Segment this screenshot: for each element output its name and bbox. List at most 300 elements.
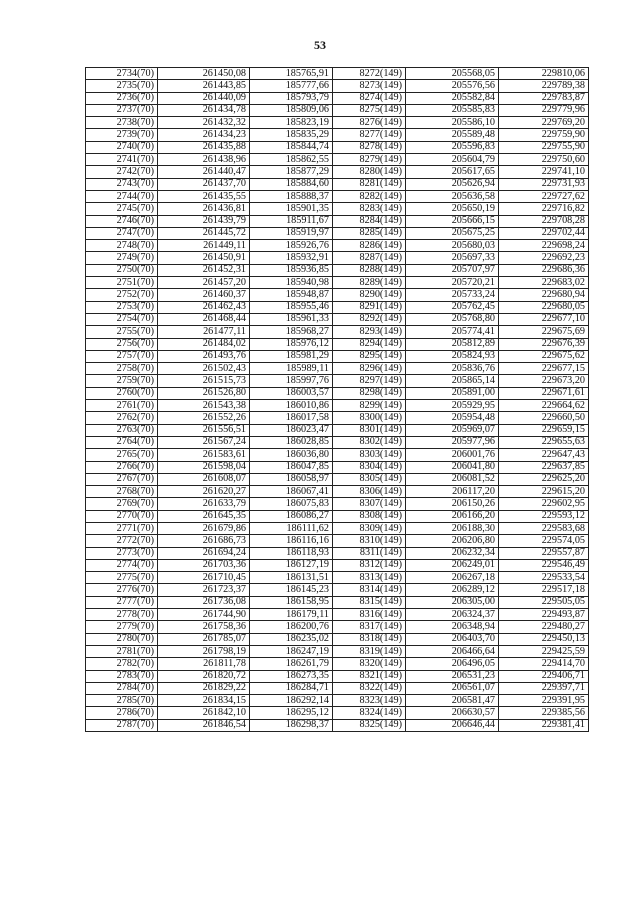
y-coordinate-cell: 229659,15 [499, 424, 589, 436]
y-coordinate-cell: 229397,71 [499, 682, 589, 694]
x-coordinate-cell: 205720,21 [406, 277, 499, 289]
y-coordinate-cell: 229406,71 [499, 670, 589, 682]
y-coordinate-cell: 186028,85 [250, 436, 333, 448]
table-row [86, 522, 589, 534]
y-coordinate-cell: 186118,93 [250, 547, 333, 559]
x-coordinate-cell: 206249,01 [406, 559, 499, 571]
y-coordinate-cell: 185919,97 [250, 227, 333, 239]
x-coordinate-cell: 261436,81 [158, 203, 250, 215]
x-coordinate-cell: 261846,54 [158, 719, 250, 731]
y-coordinate-cell: 229615,20 [499, 486, 589, 498]
table-row [86, 154, 589, 166]
y-coordinate-cell: 229583,68 [499, 522, 589, 534]
point-id-cell: 8316(149) [333, 609, 406, 621]
point-id-cell: 8306(149) [333, 486, 406, 498]
y-coordinate-cell: 186292,14 [250, 695, 333, 707]
x-coordinate-cell: 261798,19 [158, 645, 250, 657]
x-coordinate-cell: 261449,11 [158, 240, 250, 252]
point-id-cell: 2768(70) [86, 486, 158, 498]
table-row [86, 424, 589, 436]
point-id-cell: 2783(70) [86, 670, 158, 682]
point-id-cell: 8320(149) [333, 658, 406, 670]
x-coordinate-cell: 261820,72 [158, 670, 250, 682]
point-id-cell: 2762(70) [86, 412, 158, 424]
point-id-cell: 8319(149) [333, 645, 406, 657]
table-row [86, 215, 589, 227]
x-coordinate-cell: 206289,12 [406, 584, 499, 596]
y-coordinate-cell: 186200,76 [250, 621, 333, 633]
y-coordinate-cell: 229602,95 [499, 498, 589, 510]
x-coordinate-cell: 205617,65 [406, 166, 499, 178]
y-coordinate-cell: 186010,86 [250, 400, 333, 412]
x-coordinate-cell: 261645,35 [158, 510, 250, 522]
y-coordinate-cell: 185948,87 [250, 289, 333, 301]
y-coordinate-cell: 186075,83 [250, 498, 333, 510]
table-row [86, 412, 589, 424]
x-coordinate-cell: 261842,10 [158, 707, 250, 719]
point-id-cell: 2759(70) [86, 375, 158, 387]
point-id-cell: 8291(149) [333, 301, 406, 313]
y-coordinate-cell: 185777,66 [250, 80, 333, 92]
y-coordinate-cell: 186047,85 [250, 461, 333, 473]
y-coordinate-cell: 186247,19 [250, 645, 333, 657]
point-id-cell: 2745(70) [86, 203, 158, 215]
y-coordinate-cell: 185884,60 [250, 178, 333, 190]
y-coordinate-cell: 186116,16 [250, 535, 333, 547]
table-row [86, 535, 589, 547]
point-id-cell: 8275(149) [333, 104, 406, 116]
table-row [86, 633, 589, 645]
y-coordinate-cell: 229664,62 [499, 400, 589, 412]
x-coordinate-cell: 261439,79 [158, 215, 250, 227]
table-row [86, 621, 589, 633]
x-coordinate-cell: 206041,80 [406, 461, 499, 473]
x-coordinate-cell: 261703,36 [158, 559, 250, 571]
x-coordinate-cell: 261440,09 [158, 92, 250, 104]
y-coordinate-cell: 229708,28 [499, 215, 589, 227]
point-id-cell: 2778(70) [86, 609, 158, 621]
table-row [86, 203, 589, 215]
x-coordinate-cell: 205954,48 [406, 412, 499, 424]
x-coordinate-cell: 261468,44 [158, 313, 250, 325]
point-id-cell: 8310(149) [333, 535, 406, 547]
x-coordinate-cell: 261552,26 [158, 412, 250, 424]
x-coordinate-cell: 261434,23 [158, 129, 250, 141]
y-coordinate-cell: 185911,67 [250, 215, 333, 227]
coordinates-table [85, 67, 589, 732]
x-coordinate-cell: 206581,47 [406, 695, 499, 707]
y-coordinate-cell: 229574,05 [499, 535, 589, 547]
y-coordinate-cell: 185936,85 [250, 264, 333, 276]
point-id-cell: 2755(70) [86, 326, 158, 338]
y-coordinate-cell: 186017,58 [250, 412, 333, 424]
x-coordinate-cell: 261583,61 [158, 449, 250, 461]
point-id-cell: 2765(70) [86, 449, 158, 461]
table-row [86, 510, 589, 522]
y-coordinate-cell: 229450,13 [499, 633, 589, 645]
point-id-cell: 2787(70) [86, 719, 158, 731]
y-coordinate-cell: 186298,37 [250, 719, 333, 731]
x-coordinate-cell: 261633,79 [158, 498, 250, 510]
point-id-cell: 2776(70) [86, 584, 158, 596]
point-id-cell: 2786(70) [86, 707, 158, 719]
x-coordinate-cell: 261438,96 [158, 154, 250, 166]
x-coordinate-cell: 205636,58 [406, 190, 499, 202]
point-id-cell: 2766(70) [86, 461, 158, 473]
point-id-cell: 2773(70) [86, 547, 158, 559]
point-id-cell: 2735(70) [86, 80, 158, 92]
x-coordinate-cell: 205585,83 [406, 104, 499, 116]
point-id-cell: 2757(70) [86, 350, 158, 362]
x-coordinate-cell: 206081,52 [406, 473, 499, 485]
point-id-cell: 8277(149) [333, 129, 406, 141]
point-id-cell: 2749(70) [86, 252, 158, 264]
table-row [86, 584, 589, 596]
y-coordinate-cell: 186295,12 [250, 707, 333, 719]
point-id-cell: 8279(149) [333, 154, 406, 166]
point-id-cell: 8304(149) [333, 461, 406, 473]
x-coordinate-cell: 206324,37 [406, 609, 499, 621]
x-coordinate-cell: 261443,85 [158, 80, 250, 92]
y-coordinate-cell: 186145,23 [250, 584, 333, 596]
y-coordinate-cell: 186036,80 [250, 449, 333, 461]
point-id-cell: 8311(149) [333, 547, 406, 559]
y-coordinate-cell: 229660,50 [499, 412, 589, 424]
point-id-cell: 2767(70) [86, 473, 158, 485]
y-coordinate-cell: 229676,39 [499, 338, 589, 350]
x-coordinate-cell: 205977,96 [406, 436, 499, 448]
x-coordinate-cell: 261462,43 [158, 301, 250, 313]
point-id-cell: 8294(149) [333, 338, 406, 350]
point-id-cell: 2764(70) [86, 436, 158, 448]
y-coordinate-cell: 229779,96 [499, 104, 589, 116]
x-coordinate-cell: 205596,83 [406, 141, 499, 153]
x-coordinate-cell: 205576,56 [406, 80, 499, 92]
point-id-cell: 2756(70) [86, 338, 158, 350]
point-id-cell: 2746(70) [86, 215, 158, 227]
table-row [86, 313, 589, 325]
point-id-cell: 8296(149) [333, 363, 406, 375]
x-coordinate-cell: 206206,80 [406, 535, 499, 547]
y-coordinate-cell: 186023,47 [250, 424, 333, 436]
x-coordinate-cell: 261785,07 [158, 633, 250, 645]
table-row [86, 289, 589, 301]
x-coordinate-cell: 205812,89 [406, 338, 499, 350]
x-coordinate-cell: 206166,20 [406, 510, 499, 522]
x-coordinate-cell: 205762,45 [406, 301, 499, 313]
point-id-cell: 8297(149) [333, 375, 406, 387]
coordinates-table-body [86, 68, 589, 732]
point-id-cell: 2779(70) [86, 621, 158, 633]
y-coordinate-cell: 229692,23 [499, 252, 589, 264]
table-row [86, 658, 589, 670]
table-row [86, 104, 589, 116]
x-coordinate-cell: 261460,37 [158, 289, 250, 301]
y-coordinate-cell: 186111,62 [250, 522, 333, 534]
y-coordinate-cell: 185888,37 [250, 190, 333, 202]
y-coordinate-cell: 229789,38 [499, 80, 589, 92]
y-coordinate-cell: 229686,36 [499, 264, 589, 276]
point-id-cell: 8324(149) [333, 707, 406, 719]
y-coordinate-cell: 185989,11 [250, 363, 333, 375]
table-row [86, 92, 589, 104]
x-coordinate-cell: 206496,05 [406, 658, 499, 670]
point-id-cell: 8301(149) [333, 424, 406, 436]
x-coordinate-cell: 205697,33 [406, 252, 499, 264]
table-row [86, 461, 589, 473]
point-id-cell: 2770(70) [86, 510, 158, 522]
x-coordinate-cell: 206117,20 [406, 486, 499, 498]
y-coordinate-cell: 229391,95 [499, 695, 589, 707]
point-id-cell: 8323(149) [333, 695, 406, 707]
point-id-cell: 8298(149) [333, 387, 406, 399]
y-coordinate-cell: 229671,61 [499, 387, 589, 399]
x-coordinate-cell: 205604,79 [406, 154, 499, 166]
point-id-cell: 2740(70) [86, 141, 158, 153]
y-coordinate-cell: 186067,41 [250, 486, 333, 498]
y-coordinate-cell: 186284,71 [250, 682, 333, 694]
y-coordinate-cell: 229675,69 [499, 326, 589, 338]
x-coordinate-cell: 206466,64 [406, 645, 499, 657]
point-id-cell: 2782(70) [86, 658, 158, 670]
y-coordinate-cell: 229683,02 [499, 277, 589, 289]
table-row [86, 252, 589, 264]
point-id-cell: 2742(70) [86, 166, 158, 178]
y-coordinate-cell: 186273,35 [250, 670, 333, 682]
point-id-cell: 8281(149) [333, 178, 406, 190]
y-coordinate-cell: 185835,29 [250, 129, 333, 141]
y-coordinate-cell: 229505,05 [499, 596, 589, 608]
table-row [86, 387, 589, 399]
point-id-cell: 2754(70) [86, 313, 158, 325]
point-id-cell: 8286(149) [333, 240, 406, 252]
point-id-cell: 8280(149) [333, 166, 406, 178]
point-id-cell: 8305(149) [333, 473, 406, 485]
point-id-cell: 2750(70) [86, 264, 158, 276]
y-coordinate-cell: 185976,12 [250, 338, 333, 350]
y-coordinate-cell: 185877,29 [250, 166, 333, 178]
point-id-cell: 8314(149) [333, 584, 406, 596]
y-coordinate-cell: 229493,87 [499, 609, 589, 621]
y-coordinate-cell: 186127,19 [250, 559, 333, 571]
table-row [86, 141, 589, 153]
page-number: 53 [314, 38, 326, 52]
table-row [86, 682, 589, 694]
x-coordinate-cell: 206232,34 [406, 547, 499, 559]
table-row [86, 695, 589, 707]
x-coordinate-cell: 261434,78 [158, 104, 250, 116]
x-coordinate-cell: 261694,24 [158, 547, 250, 559]
table-row [86, 400, 589, 412]
y-coordinate-cell: 185765,91 [250, 68, 333, 80]
y-coordinate-cell: 229680,05 [499, 301, 589, 313]
point-id-cell: 2734(70) [86, 68, 158, 80]
y-coordinate-cell: 229546,49 [499, 559, 589, 571]
x-coordinate-cell: 205836,76 [406, 363, 499, 375]
x-coordinate-cell: 261457,20 [158, 277, 250, 289]
x-coordinate-cell: 261477,11 [158, 326, 250, 338]
point-id-cell: 2738(70) [86, 117, 158, 129]
point-id-cell: 8309(149) [333, 522, 406, 534]
x-coordinate-cell: 261502,43 [158, 363, 250, 375]
y-coordinate-cell: 229769,20 [499, 117, 589, 129]
y-coordinate-cell: 229716,82 [499, 203, 589, 215]
point-id-cell: 2747(70) [86, 227, 158, 239]
y-coordinate-cell: 186058,97 [250, 473, 333, 485]
y-coordinate-cell: 185926,76 [250, 240, 333, 252]
x-coordinate-cell: 206188,30 [406, 522, 499, 534]
y-coordinate-cell: 185997,76 [250, 375, 333, 387]
table-row [86, 473, 589, 485]
point-id-cell: 8287(149) [333, 252, 406, 264]
table-row [86, 190, 589, 202]
point-id-cell: 2761(70) [86, 400, 158, 412]
point-id-cell: 8274(149) [333, 92, 406, 104]
point-id-cell: 8288(149) [333, 264, 406, 276]
y-coordinate-cell: 185955,46 [250, 301, 333, 313]
y-coordinate-cell: 229783,87 [499, 92, 589, 104]
point-id-cell: 8302(149) [333, 436, 406, 448]
y-coordinate-cell: 186086,27 [250, 510, 333, 522]
x-coordinate-cell: 205891,00 [406, 387, 499, 399]
y-coordinate-cell: 229385,56 [499, 707, 589, 719]
x-coordinate-cell: 205824,93 [406, 350, 499, 362]
table-row [86, 227, 589, 239]
table-row [86, 363, 589, 375]
x-coordinate-cell: 206001,76 [406, 449, 499, 461]
y-coordinate-cell: 229698,24 [499, 240, 589, 252]
y-coordinate-cell: 229414,70 [499, 658, 589, 670]
x-coordinate-cell: 261608,07 [158, 473, 250, 485]
y-coordinate-cell: 229677,10 [499, 313, 589, 325]
x-coordinate-cell: 206561,07 [406, 682, 499, 694]
x-coordinate-cell: 205768,80 [406, 313, 499, 325]
point-id-cell: 2753(70) [86, 301, 158, 313]
point-id-cell: 8313(149) [333, 572, 406, 584]
x-coordinate-cell: 205666,15 [406, 215, 499, 227]
x-coordinate-cell: 205626,94 [406, 178, 499, 190]
table-row [86, 670, 589, 682]
point-id-cell: 8284(149) [333, 215, 406, 227]
table-row [86, 240, 589, 252]
x-coordinate-cell: 206267,18 [406, 572, 499, 584]
y-coordinate-cell: 229425,59 [499, 645, 589, 657]
y-coordinate-cell: 186235,02 [250, 633, 333, 645]
y-coordinate-cell: 229647,43 [499, 449, 589, 461]
point-id-cell: 2780(70) [86, 633, 158, 645]
table-row [86, 449, 589, 461]
table-row [86, 436, 589, 448]
table-row [86, 264, 589, 276]
point-id-cell: 2784(70) [86, 682, 158, 694]
y-coordinate-cell: 229759,90 [499, 129, 589, 141]
x-coordinate-cell: 206348,94 [406, 621, 499, 633]
x-coordinate-cell: 261556,51 [158, 424, 250, 436]
x-coordinate-cell: 205969,07 [406, 424, 499, 436]
x-coordinate-cell: 205568,05 [406, 68, 499, 80]
point-id-cell: 8273(149) [333, 80, 406, 92]
point-id-cell: 2752(70) [86, 289, 158, 301]
point-id-cell: 2748(70) [86, 240, 158, 252]
point-id-cell: 8285(149) [333, 227, 406, 239]
point-id-cell: 2781(70) [86, 645, 158, 657]
y-coordinate-cell: 229680,94 [499, 289, 589, 301]
table-row [86, 707, 589, 719]
table-row [86, 277, 589, 289]
x-coordinate-cell: 261620,27 [158, 486, 250, 498]
x-coordinate-cell: 261526,80 [158, 387, 250, 399]
y-coordinate-cell: 229557,87 [499, 547, 589, 559]
y-coordinate-cell: 229673,20 [499, 375, 589, 387]
point-id-cell: 8292(149) [333, 313, 406, 325]
y-coordinate-cell: 185901,35 [250, 203, 333, 215]
point-id-cell: 8295(149) [333, 350, 406, 362]
y-coordinate-cell: 229625,20 [499, 473, 589, 485]
y-coordinate-cell: 185823,19 [250, 117, 333, 129]
point-id-cell: 2743(70) [86, 178, 158, 190]
x-coordinate-cell: 205774,41 [406, 326, 499, 338]
x-coordinate-cell: 206150,26 [406, 498, 499, 510]
point-id-cell: 8317(149) [333, 621, 406, 633]
y-coordinate-cell: 186179,11 [250, 609, 333, 621]
x-coordinate-cell: 205586,10 [406, 117, 499, 129]
x-coordinate-cell: 261493,76 [158, 350, 250, 362]
point-id-cell: 2775(70) [86, 572, 158, 584]
y-coordinate-cell: 186158,95 [250, 596, 333, 608]
point-id-cell: 2737(70) [86, 104, 158, 116]
table-row [86, 178, 589, 190]
point-id-cell: 8312(149) [333, 559, 406, 571]
point-id-cell: 2741(70) [86, 154, 158, 166]
x-coordinate-cell: 261744,90 [158, 609, 250, 621]
table-row [86, 80, 589, 92]
x-coordinate-cell: 261834,15 [158, 695, 250, 707]
point-id-cell: 8321(149) [333, 670, 406, 682]
x-coordinate-cell: 261543,38 [158, 400, 250, 412]
x-coordinate-cell: 261450,91 [158, 252, 250, 264]
point-id-cell: 2758(70) [86, 363, 158, 375]
x-coordinate-cell: 261723,37 [158, 584, 250, 596]
x-coordinate-cell: 261686,73 [158, 535, 250, 547]
y-coordinate-cell: 185968,27 [250, 326, 333, 338]
point-id-cell: 8315(149) [333, 596, 406, 608]
x-coordinate-cell: 205707,97 [406, 264, 499, 276]
point-id-cell: 2785(70) [86, 695, 158, 707]
x-coordinate-cell: 206531,23 [406, 670, 499, 682]
y-coordinate-cell: 185844,74 [250, 141, 333, 153]
table-row [86, 350, 589, 362]
y-coordinate-cell: 229517,18 [499, 584, 589, 596]
point-id-cell: 8308(149) [333, 510, 406, 522]
table-row [86, 572, 589, 584]
x-coordinate-cell: 205680,03 [406, 240, 499, 252]
point-id-cell: 8325(149) [333, 719, 406, 731]
y-coordinate-cell: 229810,06 [499, 68, 589, 80]
point-id-cell: 2763(70) [86, 424, 158, 436]
x-coordinate-cell: 261758,36 [158, 621, 250, 633]
x-coordinate-cell: 261450,08 [158, 68, 250, 80]
point-id-cell: 2739(70) [86, 129, 158, 141]
y-coordinate-cell: 185940,98 [250, 277, 333, 289]
point-id-cell: 8289(149) [333, 277, 406, 289]
y-coordinate-cell: 229755,90 [499, 141, 589, 153]
point-id-cell: 2736(70) [86, 92, 158, 104]
point-id-cell: 2777(70) [86, 596, 158, 608]
table-row [86, 301, 589, 313]
x-coordinate-cell: 261437,70 [158, 178, 250, 190]
y-coordinate-cell: 229741,10 [499, 166, 589, 178]
x-coordinate-cell: 206305,00 [406, 596, 499, 608]
